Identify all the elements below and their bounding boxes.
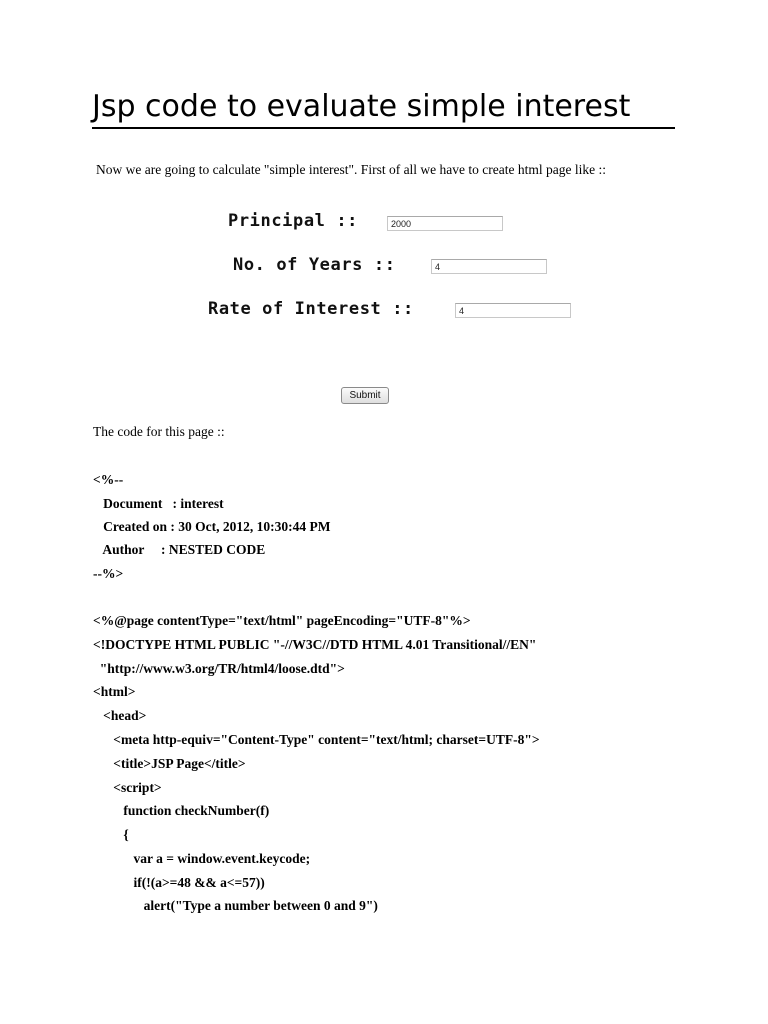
intro-paragraph: Now we are going to calculate "simple interest". First of all we have to create html page like :: [96,162,606,177]
code-line: <head> [93,708,147,723]
principal-label: Principal :: [228,211,359,231]
code-line: Author : NESTED CODE [93,542,266,557]
code-line: <html> [93,684,136,699]
code-line: Document : interest [93,496,224,511]
submit-button: Submit [341,387,389,404]
rate-label: Rate of Interest :: [208,299,414,319]
principal-input: 2000 [387,216,503,231]
code-line: var a = window.event.keycode; [93,851,311,866]
page-title: Jsp code to evaluate simple interest [92,88,675,129]
code-line: <%-- [93,472,124,487]
code-line: Created on : 30 Oct, 2012, 10:30:44 PM [93,519,331,534]
code-line: <meta http-equiv="Content-Type" content="text/html; charset=UTF-8"> [93,732,540,747]
code-line: <%@page contentType="text/html" pageEncoding="UTF-8"%> [93,613,471,628]
code-line: <title>JSP Page</title> [93,756,246,771]
code-line: function checkNumber(f) [93,803,270,818]
code-line: "http://www.w3.org/TR/html4/loose.dtd"> [93,661,345,676]
code-line: --%> [93,566,124,581]
years-label: No. of Years :: [233,255,396,275]
code-line: <script> [93,780,162,795]
years-input: 4 [431,259,547,274]
code-line: alert("Type a number between 0 and 9") [93,898,378,913]
code-line: <!DOCTYPE HTML PUBLIC "-//W3C//DTD HTML 4.01 Transitional//EN" [93,637,537,652]
code-heading: The code for this page :: [93,424,225,439]
code-line: if(!(a>=48 && a<=57)) [93,875,265,890]
code-line: { [93,827,129,842]
rate-input: 4 [455,303,571,318]
